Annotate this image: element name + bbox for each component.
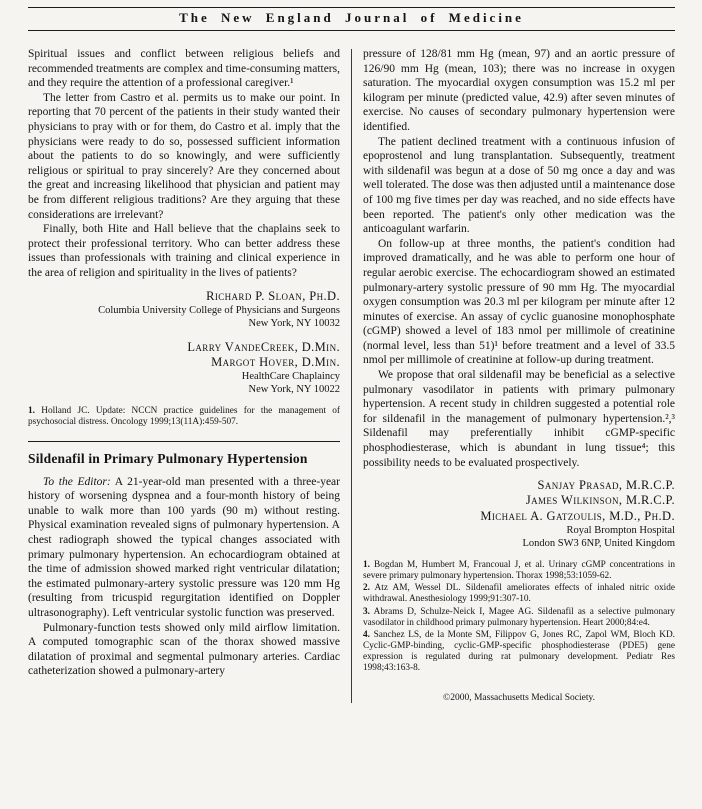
signature-name: Sanjay Prasad, M.R.C.P. bbox=[537, 478, 675, 493]
signature-block bbox=[28, 289, 340, 330]
signature-name: Margot Hover, D.Min. bbox=[211, 355, 340, 370]
reference-number: 2. bbox=[363, 583, 370, 594]
reference-text: Abrams D, Schulze-Neick I, Magee AG. Sildenafil as a selective pulmonary vasodilator in childhood primary pulmonary hypertension. Heart 2000;84:e4. bbox=[363, 606, 676, 628]
signature-name: Michael A. Gatzoulis, M.D., Ph.D. bbox=[480, 508, 675, 523]
signature-affiliation: Royal Brompton Hospital bbox=[566, 524, 675, 536]
paragraph: The letter from Castro et al. permits us to make our point. In reporting that 70 percent of the patients in their study wanted their physicians to pray with or for them, do Castro et al. imply that the physicians were ready to do so, possessed sufficient information about the patients to do so knowingly, and were sufficiently religious or spiritual to pray sincerely? Are they concerned about the great and increasing likelihood that physician and patient may be from different religious traditions? Are they arguing that these considerations are irrelevant? bbox=[28, 91, 340, 221]
left-column bbox=[28, 47, 340, 703]
paragraph bbox=[28, 475, 340, 621]
reference-item bbox=[363, 630, 675, 675]
reference-list bbox=[28, 406, 340, 428]
paragraph: On follow-up at three months, the patient's condition had improved dramatically, and he was able to perform one hour of regular aerobic exercise. The echocardiogram showed an estimated pulmonary-artery systolic pressure of 90 mm Hg. The myocardial oxygen consumption was 20.3 ml per kilogram per minute after 12 minutes of exercise. An assay of cyclic guanosine monophosphate (cGMP) showed a level of 183 nmol per millimole of creatinine (normal level, less than 51)¹ before treatment and a level of 33.5 nmol per millimole of creatinine at follow-up during treatment. bbox=[363, 237, 675, 367]
reference-number: 1. bbox=[28, 406, 35, 417]
reference-number: 3. bbox=[363, 606, 370, 617]
reference-number: 1. bbox=[363, 560, 370, 570]
right-column bbox=[363, 47, 675, 703]
signature-affiliation: New York, NY 10022 bbox=[248, 384, 340, 396]
reference-item bbox=[363, 607, 675, 629]
paragraph: We propose that oral sildenafil may be beneficial as a selective pulmonary vasodilator in patients with primary pulmonary hypertension. A recent study in children suggested a potential role for sildenafil in the management of pulmonary hypertension.²,³ Sildenafil may preferentially inhibit cGMP-specific phosphodiesterase, which is abundant in lung tissue⁴; this possibility needs to be evaluated prospectively. bbox=[363, 369, 675, 469]
section-heading: Sildenafil in Primary Pulmonary Hypertension bbox=[28, 450, 308, 466]
paragraph: The patient declined treatment with a continuous infusion of epoprostenol and lung transplantation. Subsequently, treatment with sildenafil was begun at a dose of 50 mg once a day and was well tolerated. The dose was then adjusted until a maintenance dose of 100 mg five times per day was reached, and no side effects have been reported. The patient's only other medication was the anticoagulant warfarin. bbox=[363, 135, 675, 236]
copyright-notice: ©2000, Massachusetts Medical Society. bbox=[443, 692, 595, 703]
signature-block bbox=[363, 478, 675, 550]
reference-text: Sanchez LS, de la Monte SM, Filippov G, Jones RC, Zapol WM, Bloch KD. Cyclic-GMP-binding, cyclic-GMP-specific phosphodiesterase (PDE5) gene expression is regulated during rat pulmonary development. Pediatr Res 1998;43:163-8. bbox=[363, 629, 675, 674]
signature-affiliation: New York, NY 10032 bbox=[248, 317, 340, 329]
paragraph: pressure of 128/81 mm Hg (mean, 97) and an aortic pressure of 126/90 mm Hg (mean, 103); there was no increase in oxygen saturation. The myocardial oxygen consumption was 15.2 ml per kilogram per minute (predicted value, 42.9) after seven minutes of exercise. No causes of secondary pulmonary hypertension were identified. bbox=[363, 48, 675, 133]
journal-title: The New England Journal of Medicine bbox=[179, 10, 524, 25]
reference-number: 4. bbox=[363, 629, 370, 640]
signature-affiliation: HealthCare Chaplaincy bbox=[241, 371, 340, 383]
column-divider bbox=[351, 49, 352, 703]
signature-block bbox=[28, 340, 340, 397]
paragraph: Finally, both Hite and Hall believe that the chaplains seek to protect their professional territory. Who can better address these issues than professionals with training and clinical experience in the area of religion and spirituality in the lives of patients? bbox=[28, 223, 340, 279]
reference-text: Bogdan M, Humbert M, Francoual J, et al. Urinary cGMP concentrations in severe primary pulmonary hypertension. Thorax 1998;53:1059-62. bbox=[363, 560, 675, 582]
section-divider bbox=[28, 441, 340, 442]
signature-name: Richard P. Sloan, Ph.D. bbox=[206, 288, 340, 303]
reference-item bbox=[363, 560, 675, 582]
paragraph-text: A 21-year-old man presented with a three-year history of worsening dyspnea and a four-month history of being unable to walk more than 100 yards (90 m) without resting. Physical examination revealed signs of pulmonary hypertension. A chest radiograph showed the typical changes associated with primary pulmonary hypertension. An echocardiogram obtained at the time of admission showed marked right ventricular dilatation; the estimated pulmonary-artery systolic pressure was 120 mm Hg (resulting from tricuspid regurgitation identified on Doppler ultrasonography). Left ventricular systolic function was preserved. bbox=[28, 475, 340, 619]
signature-affiliation: Columbia University College of Physicians and Surgeons bbox=[98, 304, 340, 316]
paragraph: Pulmonary-function tests showed only mild airflow limitation. A computed tomographic scan of the thorax showed massive dilatation of proximal and segmental pulmonary arteries. Cardiac catheterization showed a pulmonary-artery bbox=[28, 621, 340, 678]
signature-name: James Wilkinson, M.R.C.P. bbox=[525, 493, 675, 508]
masthead bbox=[28, 7, 675, 31]
two-column-layout bbox=[28, 47, 675, 703]
reference-item bbox=[363, 583, 675, 605]
salutation: To the Editor: bbox=[43, 475, 111, 488]
signature-affiliation: London SW3 6NP, United Kingdom bbox=[522, 537, 675, 549]
paragraph: Spiritual issues and conflict between religious beliefs and recommended treatments are complex and time-consuming matters, and they require the attention of a professional caregiver.¹ bbox=[28, 48, 340, 90]
reference-text: Atz AM, Wessel DL. Sildenafil ameliorates effects of inhaled nitric oxide withdrawal. Anesthesiology 1999;91:307-10. bbox=[363, 583, 676, 605]
signature-name: Larry VandeCreek, D.Min. bbox=[187, 339, 340, 354]
reference-list bbox=[363, 560, 675, 675]
reference-text: Holland JC. Update: NCCN practice guidelines for the management of psychosocial distress. Oncology 1999;13(11A):459-507. bbox=[28, 406, 340, 428]
reference-item bbox=[28, 406, 340, 428]
